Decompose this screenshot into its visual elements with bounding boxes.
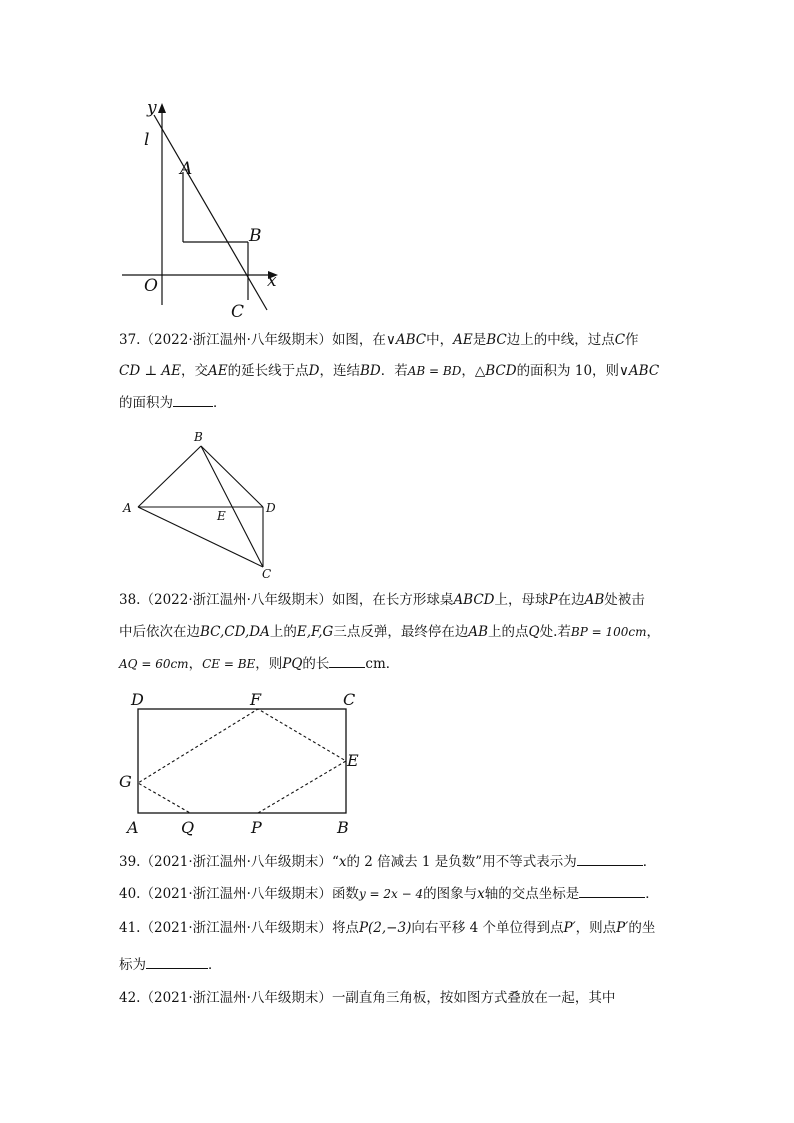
- question-38-line-2: 中后依次在边BC,CD,DA上的E,F,G三点反弹，最终停在边AB上的点Q处.若BP = 100cm，: [119, 624, 660, 640]
- answer-blank[interactable]: [173, 393, 213, 407]
- label-b: B: [194, 430, 203, 444]
- question-37-line-1: 37.（2022·浙江温州·八年级期末）如图，在∨ABC中，AE是BC边上的中线，过点C作: [119, 332, 639, 348]
- label-y: y: [147, 98, 157, 118]
- label-a: A: [127, 818, 139, 837]
- answer-blank[interactable]: [329, 654, 365, 668]
- ball-path: [138, 709, 346, 813]
- label-o: O: [144, 276, 158, 296]
- question-37-line-3: 的面积为 ．: [119, 395, 227, 411]
- answer-blank[interactable]: [579, 884, 645, 898]
- segment-ab: [138, 446, 201, 507]
- label-b: B: [337, 818, 349, 837]
- question-41-line-1: 41.（2021·浙江温州·八年级期末）将点P(2,−3)向右平移 4 个单位得到点P′，则点P′的坐: [119, 920, 656, 936]
- segment-bd: [201, 446, 263, 507]
- question-40: 40.（2021·浙江温州·八年级期末）函数y = 2x − 4的图象与x轴的交点坐标是 ．: [119, 886, 659, 902]
- y-axis-arrow: [158, 103, 166, 113]
- label-q: Q: [181, 818, 195, 837]
- question-38-line-3: AQ = 60cm，CE = BE，则PQ的长 cm．: [119, 656, 400, 672]
- triangle-figure: [115, 425, 290, 580]
- question-source: （2021·浙江温州·八年级期末）: [140, 920, 332, 936]
- label-f: F: [250, 690, 262, 709]
- question-37-line-2: CD ⊥ AE，交AE的延长线于点D，连结BD．若AB = BD，△BCD的面积为 10，则∨ABC: [119, 363, 660, 379]
- label-e: E: [217, 509, 226, 523]
- billiard-table-figure: [115, 685, 375, 840]
- label-c: C: [262, 567, 272, 580]
- question-number: 39.: [119, 854, 141, 870]
- table-rectangle: [138, 709, 346, 813]
- question-source: （2021·浙江温州·八年级期末）: [140, 990, 332, 1006]
- label-c: C: [231, 302, 245, 322]
- label-g: G: [119, 772, 132, 791]
- answer-blank[interactable]: [577, 852, 643, 866]
- question-number: 38.: [119, 592, 141, 608]
- question-41-line-2: 标为 ．: [119, 957, 222, 973]
- question-number: 40.: [119, 886, 141, 902]
- answer-blank[interactable]: [146, 955, 208, 969]
- question-number: 37.: [119, 332, 141, 348]
- line-l: [154, 115, 267, 310]
- label-a: A: [180, 159, 193, 179]
- segment-ac: [138, 507, 263, 567]
- question-38-line-1: 38.（2022·浙江温州·八年级期末）如图，在长方形球桌ABCD上，母球P在边AB处被击: [119, 592, 645, 608]
- question-source: （2021·浙江温州·八年级期末）: [140, 854, 332, 870]
- label-l: l: [144, 130, 150, 150]
- question-39: 39.（2021·浙江温州·八年级期末）“x的 2 倍减去 1 是负数”用不等式表示为 ．: [119, 854, 657, 870]
- label-p: P: [251, 818, 262, 837]
- label-d: D: [131, 690, 144, 709]
- label-d: D: [266, 501, 276, 515]
- label-c: C: [343, 690, 356, 709]
- question-42: 42.（2021·浙江温州·八年级期末）一副直角三角板，按如图方式叠放在一起，其中: [119, 990, 616, 1006]
- label-b: B: [249, 226, 262, 246]
- question-number: 41.: [119, 920, 141, 936]
- label-x: x: [267, 271, 277, 291]
- label-a: A: [123, 501, 132, 515]
- coordinate-figure: [110, 95, 290, 325]
- question-source: （2022·浙江温州·八年级期末）: [140, 592, 332, 608]
- question-source: （2021·浙江温州·八年级期末）: [140, 886, 332, 902]
- question-number: 42.: [119, 990, 141, 1006]
- question-source: （2022·浙江温州·八年级期末）: [140, 332, 332, 348]
- label-e: E: [347, 751, 359, 770]
